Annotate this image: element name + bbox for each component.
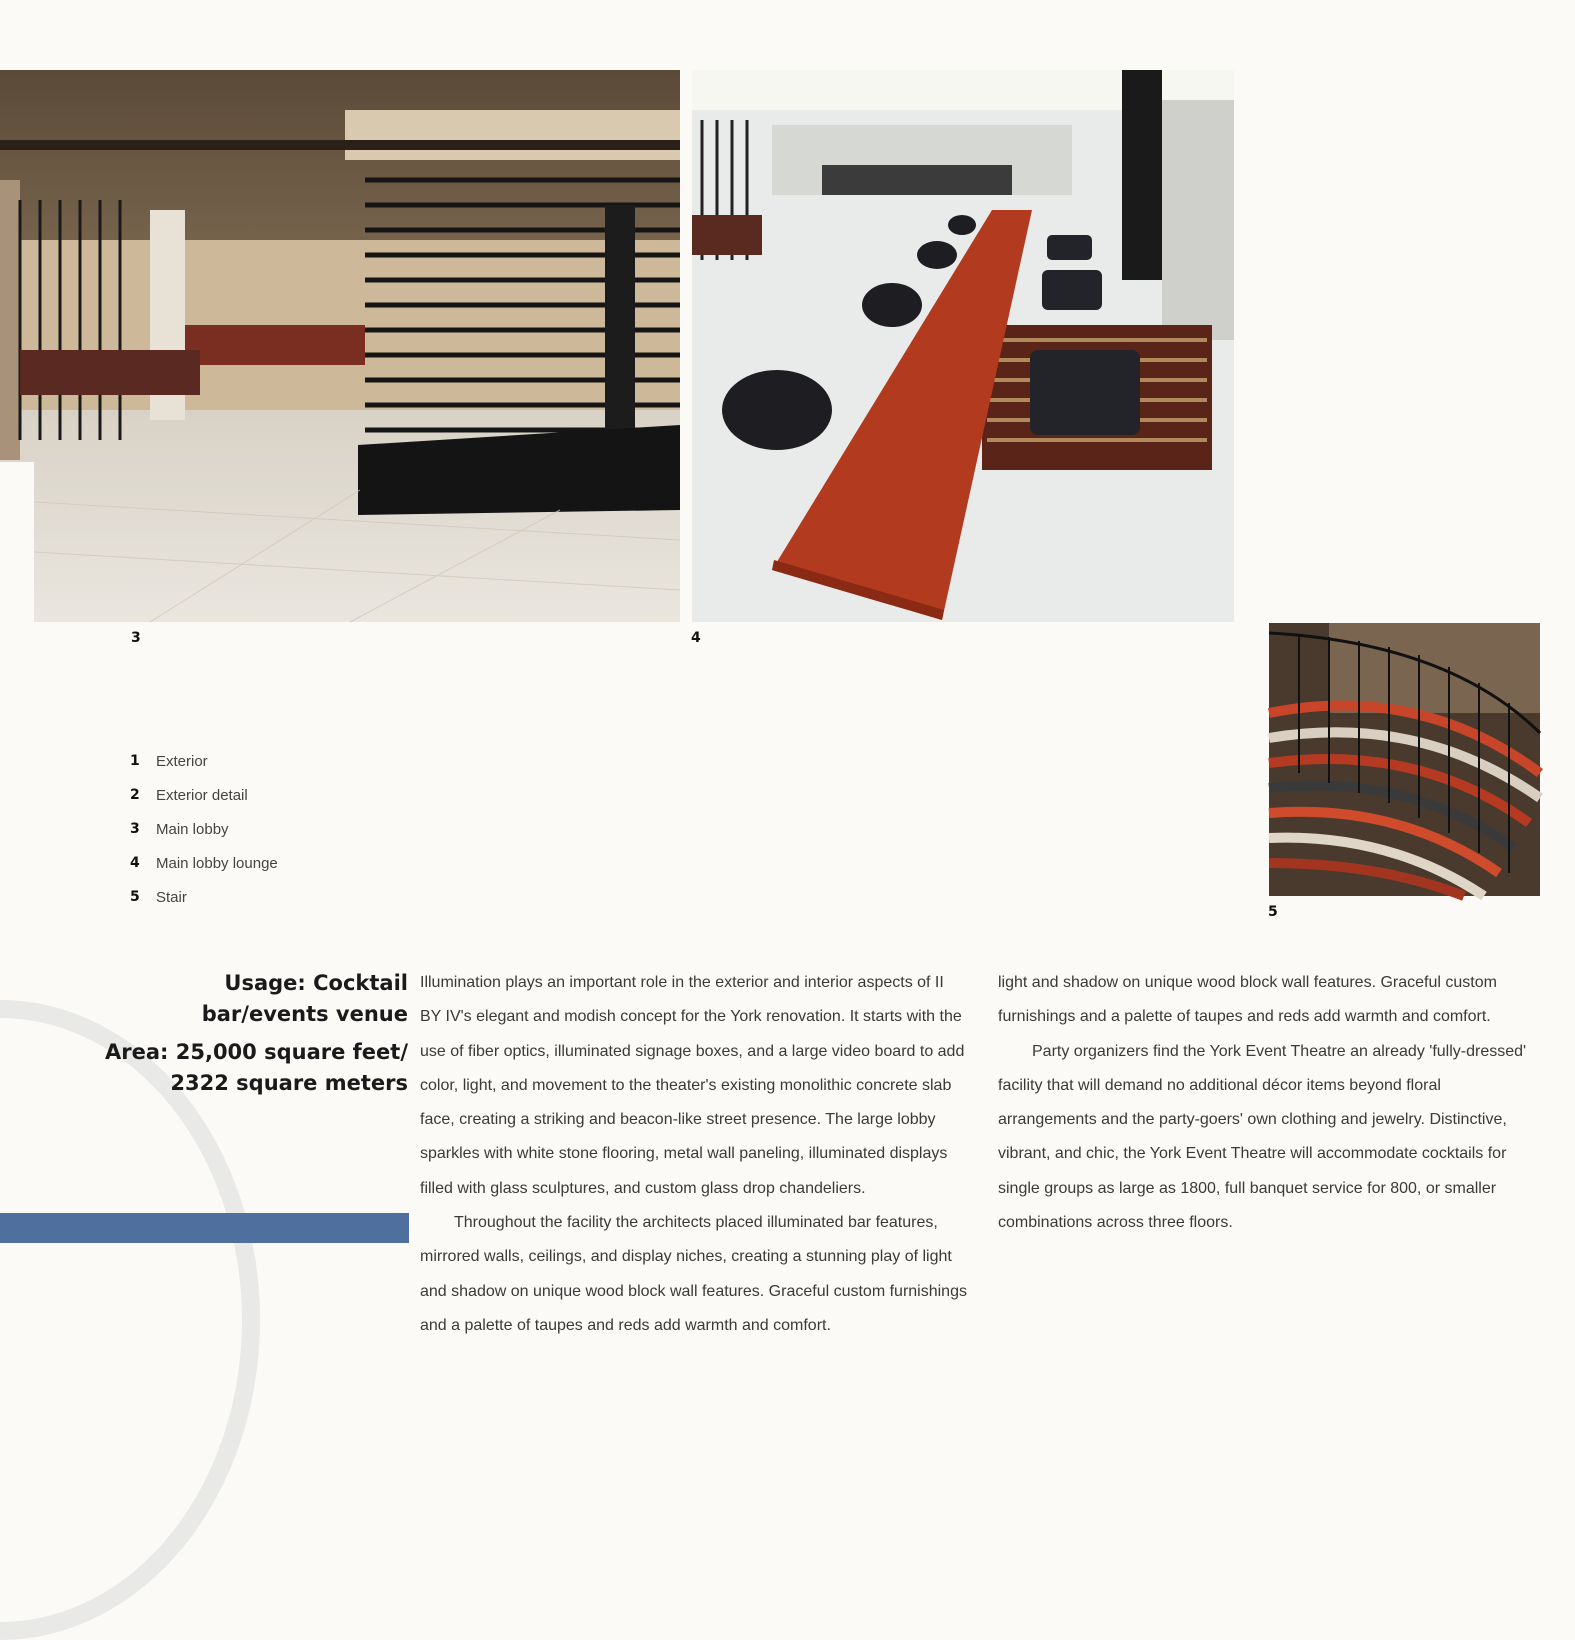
legend-number: 2 — [130, 787, 140, 803]
legend-number: 1 — [130, 753, 140, 769]
legend-item — [130, 744, 278, 778]
main-lobby-lounge-photo — [692, 70, 1234, 622]
legend-number: 4 — [130, 855, 140, 871]
figure-legend — [130, 744, 278, 914]
usage-line-1: Usage: Cocktail — [224, 971, 408, 995]
body-paragraph-1: Illumination plays an important role in the exterior and interior aspects of II BY IV's elegant and modish concept for the York renovation. It starts with the use of fiber optics, illuminated signage boxes, and a large video board to add color, light, and movement to the theater's existing monolithic concrete slab face, creating a striking and beacon-like street presence. The large lobby sparkles with white stone flooring, metal wall paneling, illuminated displays filled with glass sculptures, and custom glass drop chandeliers. — [420, 974, 965, 1197]
area-line-2: 2322 square meters — [170, 1071, 408, 1095]
usage-line-2: bar/events venue — [201, 1002, 408, 1026]
legend-number: 3 — [130, 821, 140, 837]
project-facts — [105, 968, 408, 1099]
legend-item — [130, 778, 278, 812]
legend-item — [130, 812, 278, 846]
figure-number-3: 3 — [131, 630, 141, 646]
body-paragraph-2-continued: light and shadow on unique wood block wall features. Graceful custom furnishings and a palette of taupes and reds add warmth and comfort. — [998, 974, 1497, 1026]
legend-number: 5 — [130, 889, 140, 905]
figure-number-5: 5 — [1268, 904, 1278, 920]
legend-label: Exterior detail — [156, 786, 248, 804]
body-text-column-1 — [420, 966, 968, 1334]
legend-label: Main lobby — [156, 820, 229, 838]
main-lobby-photo — [0, 70, 680, 622]
figure-number-4: 4 — [691, 630, 701, 646]
legend-label: Main lobby lounge — [156, 854, 278, 872]
legend-label: Exterior — [156, 752, 208, 770]
body-paragraph-3: Party organizers find the York Event Theatre an already 'fully-dressed' facility that will demand no additional décor items beyond floral arrangements and the party-goers' own clothing and jewelry. Distinctive, vibrant, and chic, the York Event Theatre will accommodate cocktails for single groups as large as 1800, full banquet service for 800, or smaller combinations across three floors. — [998, 1042, 1527, 1232]
body-paragraph-2: Throughout the facility the architects placed illuminated bar features, mirrored walls, ceilings, and display niches, creating a stunning play of light and shadow on unique wood block wall features. Graceful custom furnishings and a palette of taupes and reds add warmth and comfort. — [420, 1214, 967, 1334]
accent-bar — [0, 1213, 409, 1243]
stair-photo — [1269, 623, 1540, 896]
legend-label: Stair — [156, 888, 187, 906]
body-text-column-2 — [998, 966, 1543, 1240]
legend-item — [130, 880, 278, 914]
area-line-1: Area: 25,000 square feet/ — [105, 1040, 408, 1064]
legend-item — [130, 846, 278, 880]
photo-3-white-notch — [0, 462, 34, 622]
